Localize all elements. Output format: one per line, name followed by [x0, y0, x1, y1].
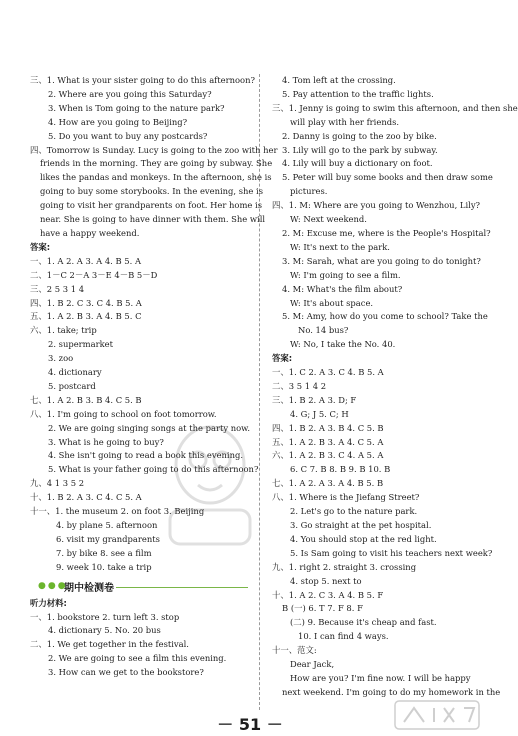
text-line: 四、1. B 2. A 3. B 4. C 5. B [272, 422, 384, 433]
text-line: 3. Go straight at the pet hospital. [290, 520, 432, 530]
text-line: W: Next weekend. [290, 214, 367, 225]
text-line: 三、1. B 2. A 3. D; F [272, 394, 357, 405]
text-line: 3. When is Tom going to the nature park? [48, 102, 225, 113]
text-line: 六、1. A 2. B 3. C 4. A 5. A [272, 450, 384, 461]
text-line: 4. dictionary [48, 367, 102, 378]
text-line: going to visit her grandparents on foot. Her home is [40, 200, 263, 211]
text-line: 十、1. B 2. A 3. C 4. C 5. A [30, 492, 142, 503]
right-column [272, 74, 518, 700]
text-line: 七、1. A 2. A 3. A 4. B 5. B [272, 478, 384, 489]
text-line: 4. G; J 5. C; H [290, 408, 349, 419]
text-line: B (一) 6. T 7. F 8. F [282, 603, 363, 614]
text-line: 三、2 5 3 1 4 [30, 283, 85, 294]
text-line: 2. supermarket [48, 339, 114, 350]
text-line: W: It's next to the park. [290, 241, 390, 252]
text-line: 2. Let's go to the nature park. [290, 506, 418, 517]
text-line: 3. M: Sarah, what are you going to do tonight? [282, 255, 481, 266]
text-line: 4. Lily will buy a dictionary on foot. [282, 158, 433, 169]
text-line: 五、1. A 2. B 3. A 4. B 5. C [30, 311, 142, 322]
text-line: have a happy weekend. [40, 227, 140, 238]
text-line: 九、1. right 2. straight 3. crossing [272, 561, 417, 572]
text-line: 3. Lily will go to the park by subway. [282, 144, 438, 155]
text-line: 4. M: What's the film about? [282, 283, 403, 294]
text-line: 3. What is he going to buy? [48, 436, 164, 447]
text-line: 5. Do you want to buy any postcards? [48, 130, 208, 141]
text-line: 八、1. Where is the Jiefang Street? [272, 492, 420, 503]
text-line: 2. M: Excuse me, where is the People's Hospital? [282, 227, 491, 238]
text-line: 一、1. bookstore 2. turn left 3. stop [30, 611, 180, 622]
text-line: 答案: [30, 241, 51, 252]
left-column [30, 74, 278, 680]
text-line: 2. Danny is going to the zoo by bike. [282, 130, 437, 141]
watermark-mascot-icon [150, 405, 270, 555]
text-line: 4. How are you going to Beijing? [48, 116, 188, 127]
text-line: 5. M: Amy, how do you come to school? Take the [282, 311, 488, 322]
text-line: 九、4 1 3 5 2 [30, 478, 85, 489]
text-line: 2. Where are you going this Saturday? [48, 88, 212, 99]
text-line: 9. week 10. take a trip [56, 561, 152, 572]
bullet-dots-icon: ●●● [38, 580, 68, 591]
text-line: W: No, I take the No. 40. [290, 339, 396, 350]
text-line: 十一、1. the museum 2. on foot 3. Beijing [30, 506, 205, 517]
text-line: 三、1. Jenny is going to swim this afternoon, and then she [272, 102, 518, 113]
text-line: 八、1. I'm going to school on foot tomorrow. [30, 408, 217, 419]
text-line: 6. visit my grandparents [56, 533, 160, 544]
section-title: 期中检测卷 [64, 582, 114, 594]
text-line: 5. postcard [48, 380, 96, 391]
section-rule [116, 587, 248, 588]
text-line: 一、1. C 2. A 3. C 4. B 5. A [272, 367, 384, 378]
text-line: 四、1. M: Where are you going to Wenzhou, Lily? [272, 200, 481, 211]
text-line: 四、1. B 2. C 3. C 4. B 5. A [30, 297, 142, 308]
text-line: 二、1. We get together in the festival. [30, 639, 189, 650]
text-line: 7. by bike 8. see a film [56, 547, 152, 558]
text-line: 5. Pay attention to the traffic lights. [282, 88, 434, 99]
section-header [30, 577, 248, 595]
text-line: W: It's about space. [290, 297, 374, 308]
text-line: 七、1. A 2. B 3. B 4. C 5. B [30, 394, 142, 405]
text-line: friends in the morning. They are going by subway. She [40, 158, 273, 169]
text-line: 五、1. A 2. B 3. A 4. C 5. A [272, 436, 384, 447]
text-line: 4. You should stop at the red light. [290, 533, 437, 544]
text-line: 4. Tom left at the crossing. [282, 75, 396, 85]
text-line: 二、1－C 2－A 3－E 4－B 5－D [30, 269, 158, 280]
page-number: － 51 － [217, 715, 283, 734]
text-line: 2. We are going singing songs at the party now. [48, 422, 250, 433]
text-line: 10. I can find 4 ways. [298, 631, 389, 642]
text-line: next weekend. I'm going to do my homework in the [282, 686, 501, 697]
text-line: 一、1. A 2. A 3. A 4. B 5. A [30, 255, 142, 266]
text-line: 4. She isn't going to read a book this evening. [48, 450, 244, 461]
text-line: 答案: [272, 353, 293, 364]
text-line: 4. dictionary 5. No. 20 bus [48, 625, 161, 636]
text-line: 四、Tomorrow is Sunday. Lucy is going to the zoo with her [30, 144, 278, 155]
text-line: going to buy some storybooks. In the evening, she is [40, 186, 264, 197]
text-line: (二) 9. Because it's cheap and fast. [290, 617, 437, 628]
text-line: pictures. [290, 186, 328, 197]
text-line: 二、3 5 1 4 2 [272, 380, 327, 391]
text-line: will play with her friends. [290, 116, 400, 127]
text-line: likes the pandas and monkeys. In the afternoon, she is [40, 172, 272, 183]
text-line: 4. by plane 5. afternoon [56, 520, 158, 530]
text-line: 3. zoo [48, 353, 74, 364]
text-line: W: I'm going to see a film. [290, 269, 401, 280]
text-line: 十、1. A 2. C 3. A 4. B 5. F [272, 589, 384, 600]
text-line: 听力材料: [30, 597, 67, 608]
text-line: 三、1. What is your sister going to do this afternoon? [30, 75, 255, 85]
text-line: 十一、范文: [272, 645, 317, 656]
text-line: 6. C 7. B 8. B 9. B 10. B [290, 464, 391, 475]
text-line: How are you? I'm fine now. I will be happy [290, 672, 471, 683]
text-line: 2. We are going to see a film this evening. [48, 653, 227, 664]
text-line: Dear Jack, [290, 659, 335, 670]
text-line: No. 14 bus? [298, 325, 349, 336]
text-line: 3. How can we get to the bookstore? [48, 667, 204, 678]
text-line: 5. What is your father going to do this afternoon? [48, 464, 259, 475]
column-divider [259, 74, 261, 710]
text-line: 4. stop 5. next to [290, 575, 362, 586]
text-line: 5. Peter will buy some books and then draw some [282, 172, 493, 183]
text-line: 5. Is Sam going to visit his teachers next week? [290, 547, 493, 558]
text-line: near. She is going to have dinner with them. She will [40, 214, 266, 225]
text-line: 六、1. take; trip [30, 325, 97, 336]
